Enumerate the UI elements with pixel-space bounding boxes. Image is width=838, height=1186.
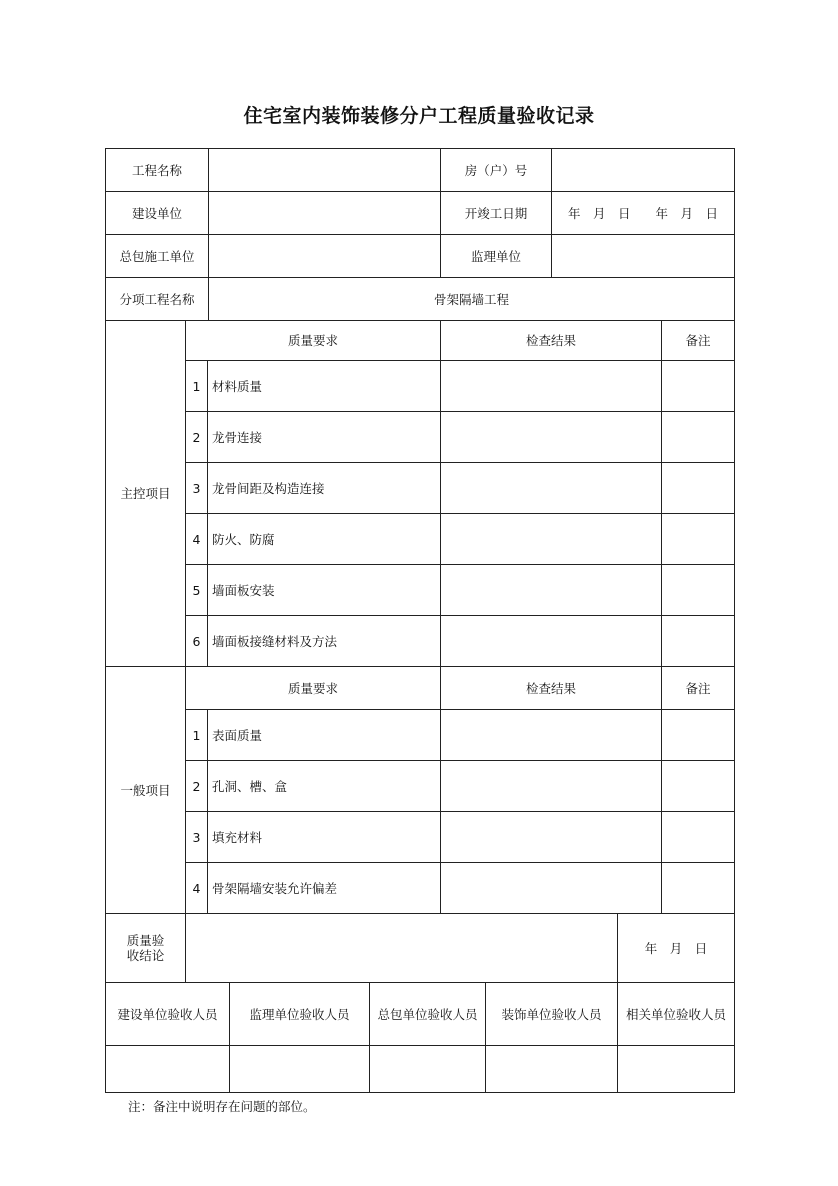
main-control-item-number	[185, 462, 208, 514]
signatory-signature-field[interactable]	[617, 1045, 735, 1093]
signatory-signature-field[interactable]	[485, 1045, 618, 1093]
general-item-requirement-text: 孔洞、槽、盒	[212, 778, 288, 794]
main-control-item-number-text: 1	[192, 378, 201, 394]
general-item-result-field[interactable]	[440, 862, 662, 914]
main-control-item-result-field[interactable]	[440, 513, 662, 565]
dates-label-text: 开竣工日期	[464, 205, 528, 221]
main-control-item-requirement-text: 龙骨间距及构造连接	[212, 480, 325, 496]
main-control-item-result-field[interactable]	[440, 564, 662, 616]
room-no-label-text: 房（户）号	[464, 162, 528, 178]
signatory-label-text: 总包单位验收人员	[377, 1006, 478, 1022]
footnote: 注：备注中说明存在问题的部位。	[128, 1099, 316, 1114]
main-control-item-number-text: 3	[192, 480, 201, 496]
general-label	[105, 666, 186, 914]
contractor-label-text: 总包施工单位	[119, 248, 195, 264]
signatory-signature-field[interactable]	[105, 1045, 230, 1093]
general-item-number-text: 3	[192, 829, 201, 845]
main-control-item-number	[185, 360, 208, 412]
general-item-number-text: 1	[192, 727, 201, 743]
supervisor-field[interactable]	[551, 234, 735, 278]
main-control-item-requirement-text: 墙面板安装	[212, 582, 275, 598]
general-item-number-text: 4	[192, 880, 201, 896]
general-item-requirement-text: 填充材料	[212, 829, 263, 845]
main-control-item-requirement	[207, 513, 441, 565]
main-control-item-requirement	[207, 615, 441, 667]
main-control-item-remark-field[interactable]	[661, 615, 735, 667]
project-name-label	[105, 148, 209, 192]
main-control-item-result-field[interactable]	[440, 360, 662, 412]
signatory-label-text: 建设单位验收人员	[117, 1006, 218, 1022]
main-control-label	[105, 320, 186, 667]
supervisor-label	[440, 234, 552, 278]
signatory-label-text: 相关单位验收人员	[625, 1006, 726, 1022]
general-col-requirement	[185, 666, 441, 710]
signatory-label-text: 装饰单位验收人员	[501, 1006, 602, 1022]
client-label	[105, 191, 209, 235]
main-control-item-requirement-text: 墙面板接缝材料及方法	[212, 633, 338, 649]
general-item-result-field[interactable]	[440, 760, 662, 812]
main-control-item-remark-field[interactable]	[661, 564, 735, 616]
main-control-col-remark-text: 备注	[685, 333, 711, 348]
main-control-col-requirement	[185, 320, 441, 361]
general-item-requirement-text: 表面质量	[212, 727, 263, 743]
subproject-field-text: 骨架隔墙工程	[433, 291, 509, 307]
main-control-item-number-text: 6	[192, 633, 201, 649]
supervisor-label-text: 监理单位	[470, 248, 521, 264]
signatory-label	[105, 982, 230, 1046]
client-label-text: 建设单位	[131, 205, 182, 221]
general-item-number	[185, 760, 208, 812]
main-control-item-number-text: 4	[192, 531, 201, 547]
general-item-number-text: 2	[192, 778, 201, 794]
main-control-item-number	[185, 615, 208, 667]
main-control-col-remark	[661, 320, 735, 361]
main-control-item-requirement	[207, 411, 441, 463]
main-control-item-number-text: 5	[192, 582, 201, 598]
general-col-requirement-text: 质量要求	[287, 680, 338, 696]
signatory-signature-field[interactable]	[369, 1045, 486, 1093]
general-item-requirement	[207, 811, 441, 863]
general-item-requirement	[207, 760, 441, 812]
signatory-label	[617, 982, 735, 1046]
project-name-field[interactable]	[208, 148, 441, 192]
signatory-label	[369, 982, 486, 1046]
main-control-item-requirement	[207, 462, 441, 514]
signatory-label-text: 监理单位验收人员	[249, 1006, 350, 1022]
main-control-item-requirement	[207, 564, 441, 616]
dates-field[interactable]	[551, 191, 735, 235]
signatory-label	[485, 982, 618, 1046]
main-control-col-result-text: 检查结果	[525, 333, 576, 348]
general-item-result-field[interactable]	[440, 811, 662, 863]
general-item-remark-field[interactable]	[661, 862, 735, 914]
main-control-label-text: 主控项目	[120, 486, 171, 501]
general-item-requirement	[207, 709, 441, 761]
main-control-item-result-field[interactable]	[440, 615, 662, 667]
main-control-item-remark-field[interactable]	[661, 513, 735, 565]
room-no-field[interactable]	[551, 148, 735, 192]
main-control-item-requirement-text: 防火、防腐	[212, 531, 275, 547]
general-item-remark-field[interactable]	[661, 811, 735, 863]
general-item-remark-field[interactable]	[661, 709, 735, 761]
client-field[interactable]	[208, 191, 441, 235]
main-control-item-remark-field[interactable]	[661, 411, 735, 463]
contractor-field[interactable]	[208, 234, 441, 278]
conclusion-field[interactable]	[185, 913, 618, 983]
conclusion-date-text: 年 月 日	[644, 940, 708, 956]
main-control-item-requirement-text: 材料质量	[212, 378, 263, 394]
general-col-remark-text: 备注	[685, 680, 711, 696]
general-item-number	[185, 811, 208, 863]
general-label-text: 一般项目	[120, 782, 171, 798]
general-col-result	[440, 666, 662, 710]
conclusion-label-text: 质量验 收结论	[126, 933, 165, 963]
main-control-item-remark-field[interactable]	[661, 360, 735, 412]
signatory-signature-field[interactable]	[229, 1045, 370, 1093]
dates-field-text: 年 月 日 年 月 日	[567, 205, 718, 221]
main-control-item-remark-field[interactable]	[661, 462, 735, 514]
general-item-remark-field[interactable]	[661, 760, 735, 812]
general-item-number	[185, 709, 208, 761]
dates-label	[440, 191, 552, 235]
main-control-item-number-text: 2	[192, 429, 201, 445]
subproject-field[interactable]	[208, 277, 735, 321]
main-control-item-number	[185, 564, 208, 616]
main-control-col-result	[440, 320, 662, 361]
main-control-item-number	[185, 411, 208, 463]
general-col-remark	[661, 666, 735, 710]
conclusion-date	[617, 913, 735, 983]
main-control-item-result-field[interactable]	[440, 462, 662, 514]
subproject-label-text: 分项工程名称	[119, 291, 195, 307]
project-name-label-text: 工程名称	[131, 162, 182, 178]
general-col-result-text: 检查结果	[525, 680, 576, 696]
room-no-label	[440, 148, 552, 192]
form-title: 住宅室内装饰装修分户工程质量验收记录	[243, 105, 595, 127]
subproject-label	[105, 277, 209, 321]
general-item-result-field[interactable]	[440, 709, 662, 761]
main-control-item-number	[185, 513, 208, 565]
main-control-item-requirement-text: 龙骨连接	[212, 429, 263, 445]
general-item-number	[185, 862, 208, 914]
conclusion-label	[105, 913, 186, 983]
main-control-item-result-field[interactable]	[440, 411, 662, 463]
signatory-label	[229, 982, 370, 1046]
main-control-item-requirement	[207, 360, 441, 412]
general-item-requirement	[207, 862, 441, 914]
contractor-label	[105, 234, 209, 278]
general-item-requirement-text: 骨架隔墙安装允许偏差	[212, 880, 338, 896]
main-control-col-requirement-text: 质量要求	[287, 333, 338, 348]
